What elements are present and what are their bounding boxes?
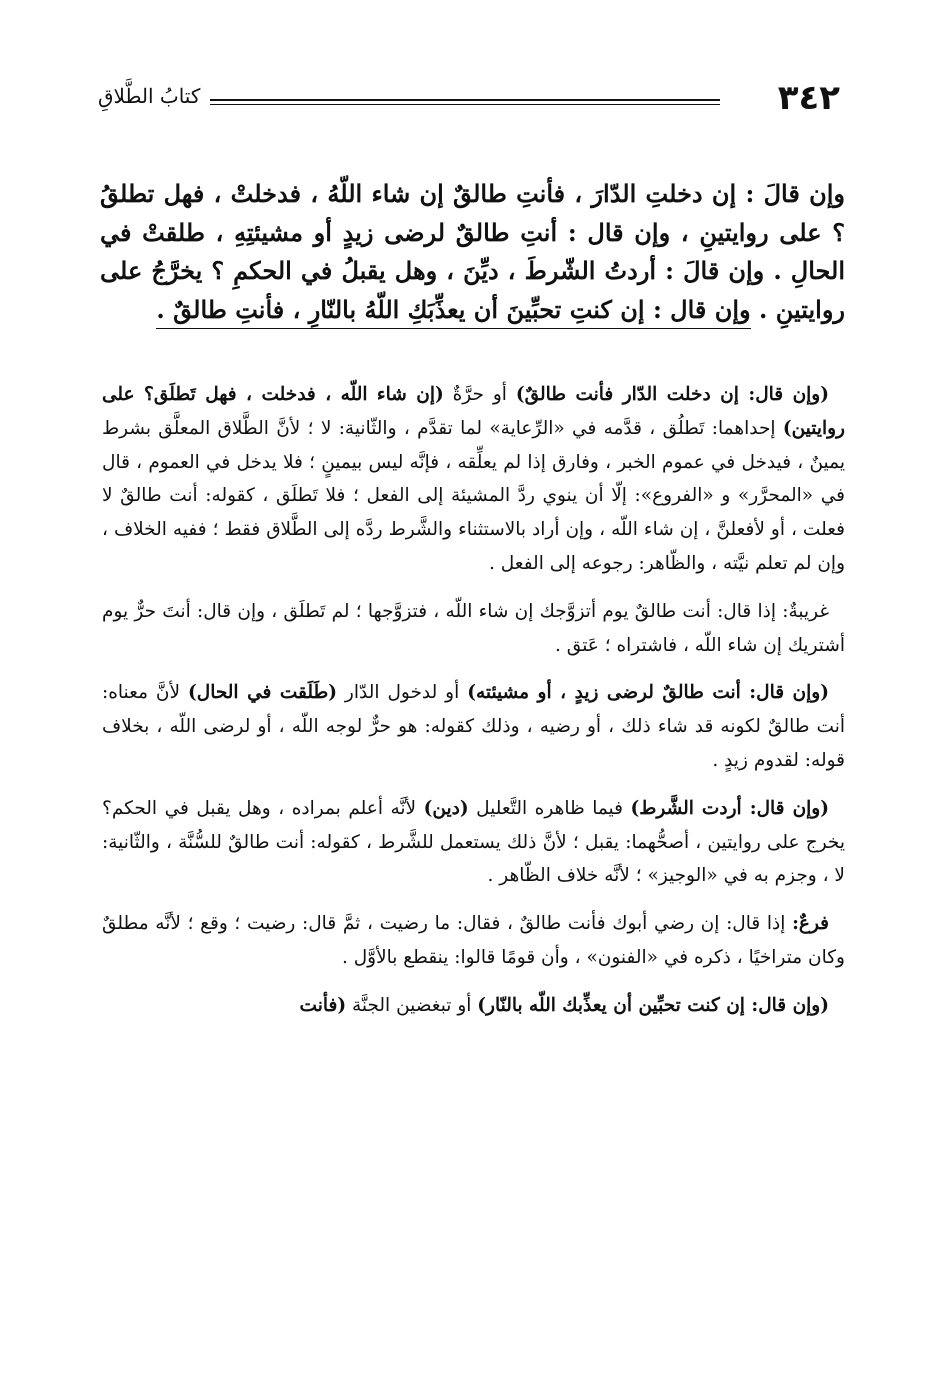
commentary-paragraph: [102, 595, 845, 663]
commentary-quote-bold: فرعٌ:: [792, 913, 829, 935]
commentary-paragraph: [102, 989, 845, 1023]
commentary-quote-bold: (وإن قال: إن دخلت الدّار فأنت طالقٌ): [515, 384, 829, 405]
page-header: [98, 78, 840, 128]
commentary-text: أو حرَّةٌ: [443, 384, 516, 405]
commentary: [102, 378, 845, 1023]
commentary-quote-bold: (فأنت: [299, 994, 347, 1016]
main-text: [100, 175, 845, 329]
commentary-quote-bold: (وإن قال: أنت طالقٌ لرضى زيدٍ ، أو مشيئته): [467, 682, 829, 704]
commentary-text: إذا قال: إن رضي أبوك فأنت طالقٌ ، فقال: ما رضيت ، ثمَّ قال: رضيت ؛ وقع ؛ لأنَّه مطلقٌ وكان متراخيًا ، ذكره في «الفنون» ، وأن قومًا قالوا: ينقطع بالأوَّل .: [102, 913, 845, 968]
main-text-part-1: وإن قالَ : إن دخلتِ الدّارَ ، فأنتِ طالقٌ إن شاء اللّهُ ، فدخلتْ ، فهل تطلقُ ؟ على روايتينِ ، وإن قال : أنتِ طالقٌ لرضى زيدٍ أو مشيئتِهِ ، طلقتْ في الحالِ . وإن قالَ : أردتُ الشّرطَ ، ديِّنَ ، وهل يقبلُ في الحكمِ ؟ يخرَّجُ على روايتينِ .: [100, 179, 845, 324]
main-text-paragraph: [100, 175, 845, 329]
commentary-paragraph: [102, 378, 845, 581]
page-number: ٣٤٢: [777, 78, 840, 118]
commentary-quote-bold: (وإن قال: أردت الشَّرط): [630, 797, 829, 819]
commentary-quote-bold: (وإن قال: إن كنت تحبِّين أن يعذِّبك اللّه بالنّار): [477, 994, 829, 1016]
commentary-text: لأنَّ معناه: أنت طالقٌ لكونه قد شاء ذلك ، أو رضيه ، وذلك كقوله: هو حرٌّ لوجه اللّه ، أو لرضى اللّه ، بخلاف قوله: لقدوم زيدٍ .: [102, 682, 845, 771]
commentary-paragraph: [102, 676, 845, 777]
commentary-quote-bold: (إن شاء اللّه ، فدخلت ، فهل تَطلَق؟ على روايتين): [102, 384, 845, 439]
header-rule: [210, 99, 720, 101]
commentary-text: غريبةٌ: إذا قال: أنت طالقٌ يوم أتزوَّجك إن شاء اللّه ، فتزوَّجها ؛ لم تَطلَق ، وإن قال: أنتَ حرٌّ يوم أشتريك إن شاء اللّه ، فاشتراه ؛ عَتق .: [102, 600, 845, 656]
commentary-text: فيما ظاهره التَّعليل: [468, 797, 631, 819]
commentary-text: أو تبغضين الجنَّة: [346, 994, 478, 1016]
commentary-text: لأنَّه أعلم بمراده ، وهل يقبل في الحكم؟ يخرج على روايتين ، أصحُّهما: يقبل ؛ لأنَّ ذلك يستعمل للشَّرط ، كقوله: أنت طالقٌ للسُّنَّة ، والثّانية: لا ، وجزم به في «الوجيز» ؛ لأنَّه خلاف الظّاهر .: [102, 797, 845, 887]
commentary-quote-bold: (دين): [423, 797, 469, 819]
book-title: كتابُ الطَّلاقِ: [98, 84, 201, 108]
commentary-text: إحداهما: تَطلُق ، قدَّمه في «الرِّعاية» لما تقدَّم ، والثّانية: لا ؛ لأنَّ الطَّلاق المعلَّق بشرط يمينٌ ، فيدخل في عموم الخبر ، وفارق إذا لم يعلِّقه ، فإنَّه ليس بيمينٍ ؛ فلا يدخل في العموم ، قال في «المحرَّر» و «الفروع»: إلّا أن ينوي ردَّ المشيئة إلى الفعل ؛ فلا تَطلَق ، كقوله: أنت طالقٌ لا فعلت ، أو لأفعلنَّ ، إن شاء اللّه ، وإن أراد بالاستثناء والشَّرط ردَّه إلى الطَّلاق فقط ؛ ففيه الخلاف ، وإن لم تعلم نيَّته ، والظّاهر: رجوعه إلى الفعل .: [102, 417, 845, 574]
commentary-text: أو لدخول الدّار: [336, 682, 468, 704]
main-text-part-2-underlined: وإن قال : إن كنتِ تحبِّينَ أن يعذِّبَكِ اللّهُ بالنّارِ ، فأنتِ طالقٌ .: [156, 295, 750, 329]
commentary-paragraph: [102, 907, 845, 975]
commentary-quote-bold: (طَلَقت في الحال): [188, 682, 337, 704]
commentary-paragraph: [102, 792, 845, 893]
